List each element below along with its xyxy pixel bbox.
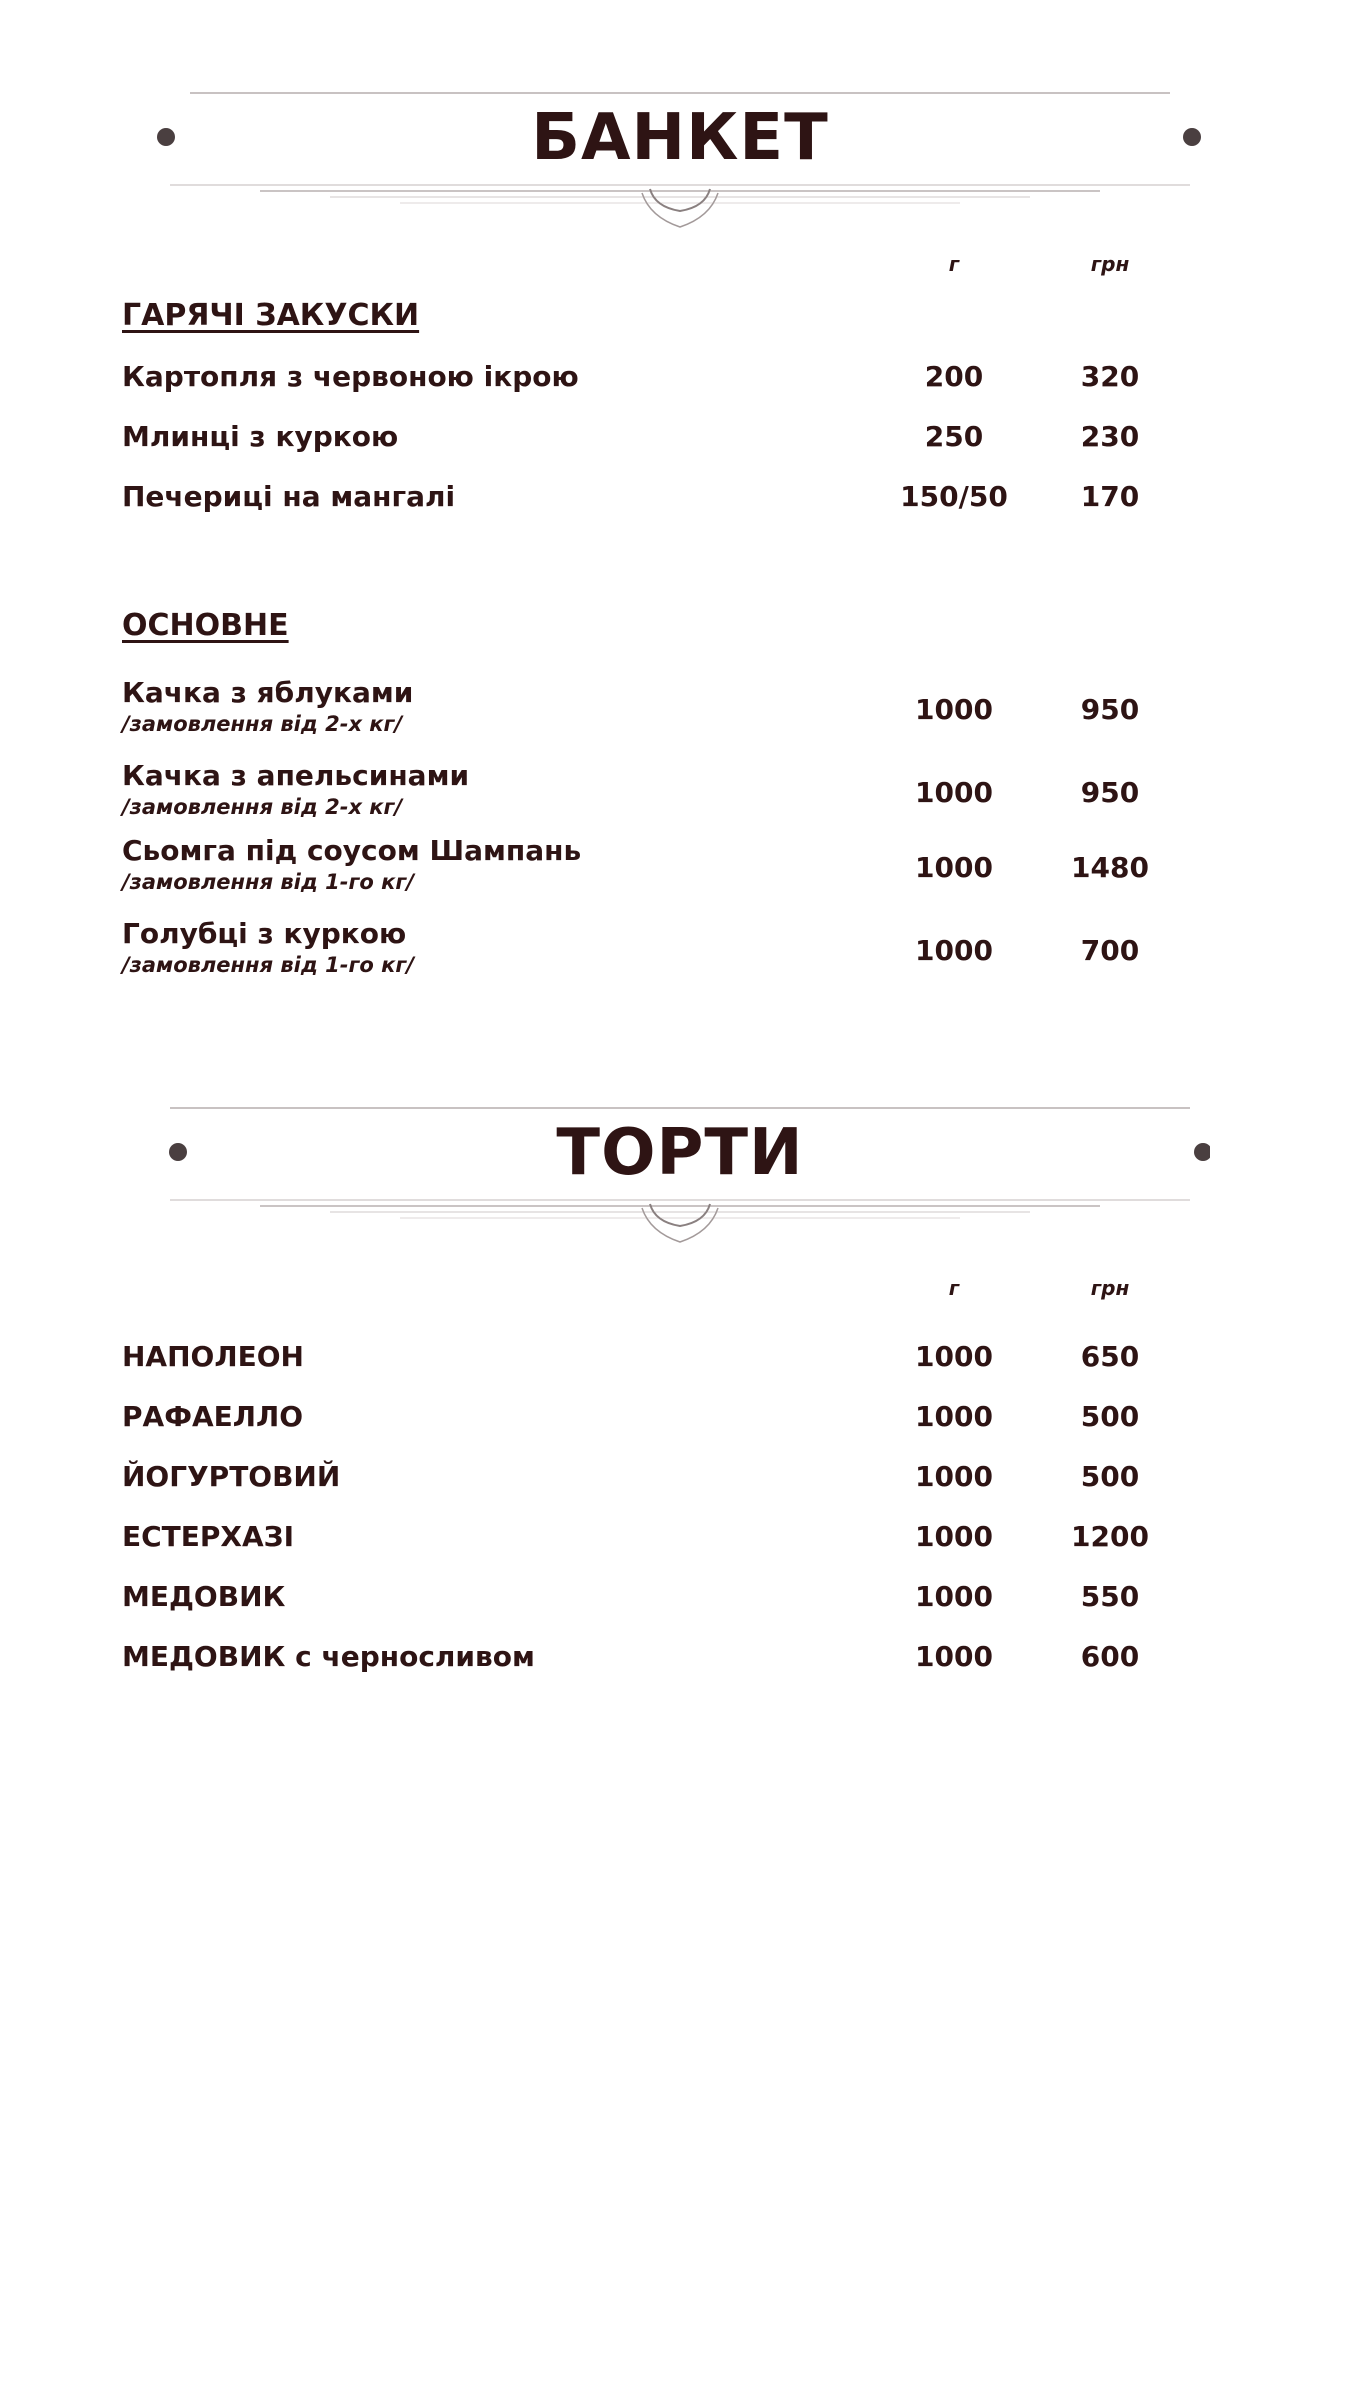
menu-item-weight: 1000 [915, 776, 993, 809]
menu-item-name: Качка з апельсинами [122, 759, 470, 792]
menu-item [122, 759, 1172, 839]
menu-item-weight: 1000 [915, 693, 993, 726]
menu-item-name: Печериці на мангалі [122, 480, 456, 513]
menu-item-price: 950 [1080, 693, 1140, 726]
cake-item-weight: 1000 [915, 1640, 993, 1673]
menu-item [122, 676, 1172, 756]
menu-item-name: Голубці з куркою [122, 917, 407, 950]
cake-item [122, 1580, 1172, 1640]
menu-item [122, 480, 1172, 540]
cake-item-weight: 1000 [915, 1460, 993, 1493]
cake-item-price: 600 [1080, 1640, 1140, 1673]
section-title-main: ОСНОВНЕ [122, 608, 289, 643]
menu-item-weight: 1000 [915, 851, 993, 884]
cake-item [122, 1400, 1172, 1460]
cake-item-name: ЕСТЕРХАЗІ [122, 1520, 294, 1553]
torty-banner [150, 1100, 1210, 1250]
banket-col-grams: г [948, 252, 960, 276]
torty-col-uah: грн [1090, 1276, 1130, 1300]
section-title-hot-appetizers: ГАРЯЧІ ЗАКУСКИ [122, 298, 420, 333]
cake-item [122, 1520, 1172, 1580]
menu-item-price: 230 [1080, 420, 1140, 453]
banket-col-uah: грн [1090, 252, 1130, 276]
menu-item-note: /замовлення від 2-х кг/ [122, 795, 403, 819]
cake-item [122, 1460, 1172, 1520]
menu-item-name: Млинці з куркою [122, 420, 399, 453]
cake-item-name: ЙОГУРТОВИЙ [122, 1460, 341, 1493]
cake-item-price: 550 [1080, 1580, 1140, 1613]
menu-item [122, 420, 1172, 480]
menu-item-price: 700 [1080, 934, 1140, 967]
menu-item-name: Картопля з червоною ікрою [122, 360, 579, 393]
cake-item-weight: 1000 [915, 1340, 993, 1373]
cake-item-price: 500 [1080, 1460, 1140, 1493]
menu-item-note: /замовлення від 2-х кг/ [122, 712, 403, 736]
menu-item-note: /замовлення від 1-го кг/ [122, 870, 415, 894]
cake-item-weight: 1000 [915, 1520, 993, 1553]
cake-item [122, 1340, 1172, 1400]
torty-col-grams: г [948, 1276, 960, 1300]
menu-item-price: 320 [1080, 360, 1140, 393]
cake-item-price: 1200 [1071, 1520, 1149, 1553]
menu-item-weight: 200 [924, 360, 984, 393]
cake-item-name: НАПОЛЕОН [122, 1340, 304, 1373]
cake-item-name: МЕДОВИК с черносливом [122, 1640, 535, 1673]
cake-item-name: РАФАЕЛЛО [122, 1400, 304, 1433]
menu-item-weight: 250 [924, 420, 984, 453]
cake-item-weight: 1000 [915, 1400, 993, 1433]
menu-item [122, 917, 1172, 997]
menu-item-name: Качка з яблуками [122, 676, 414, 709]
cake-item-weight: 1000 [915, 1580, 993, 1613]
cake-item-price: 500 [1080, 1400, 1140, 1433]
menu-item-price: 950 [1080, 776, 1140, 809]
cake-item-name: МЕДОВИК [122, 1580, 286, 1613]
banket-banner [150, 85, 1210, 235]
menu-item-weight: 1000 [915, 934, 993, 967]
menu-item [122, 360, 1172, 420]
cake-item-price: 650 [1080, 1340, 1140, 1373]
torty-title: ТОРТИ [556, 1116, 804, 1190]
menu-item-price: 1480 [1071, 851, 1149, 884]
menu-item-name: Сьомга під соусом Шампань [122, 834, 582, 867]
menu-item-weight: 150/50 [900, 480, 1008, 513]
menu-item-price: 170 [1080, 480, 1140, 513]
menu-item-note: /замовлення від 1-го кг/ [122, 953, 415, 977]
banket-title: БАНКЕТ [531, 101, 829, 175]
cake-item [122, 1640, 1172, 1700]
menu-item [122, 834, 1172, 914]
